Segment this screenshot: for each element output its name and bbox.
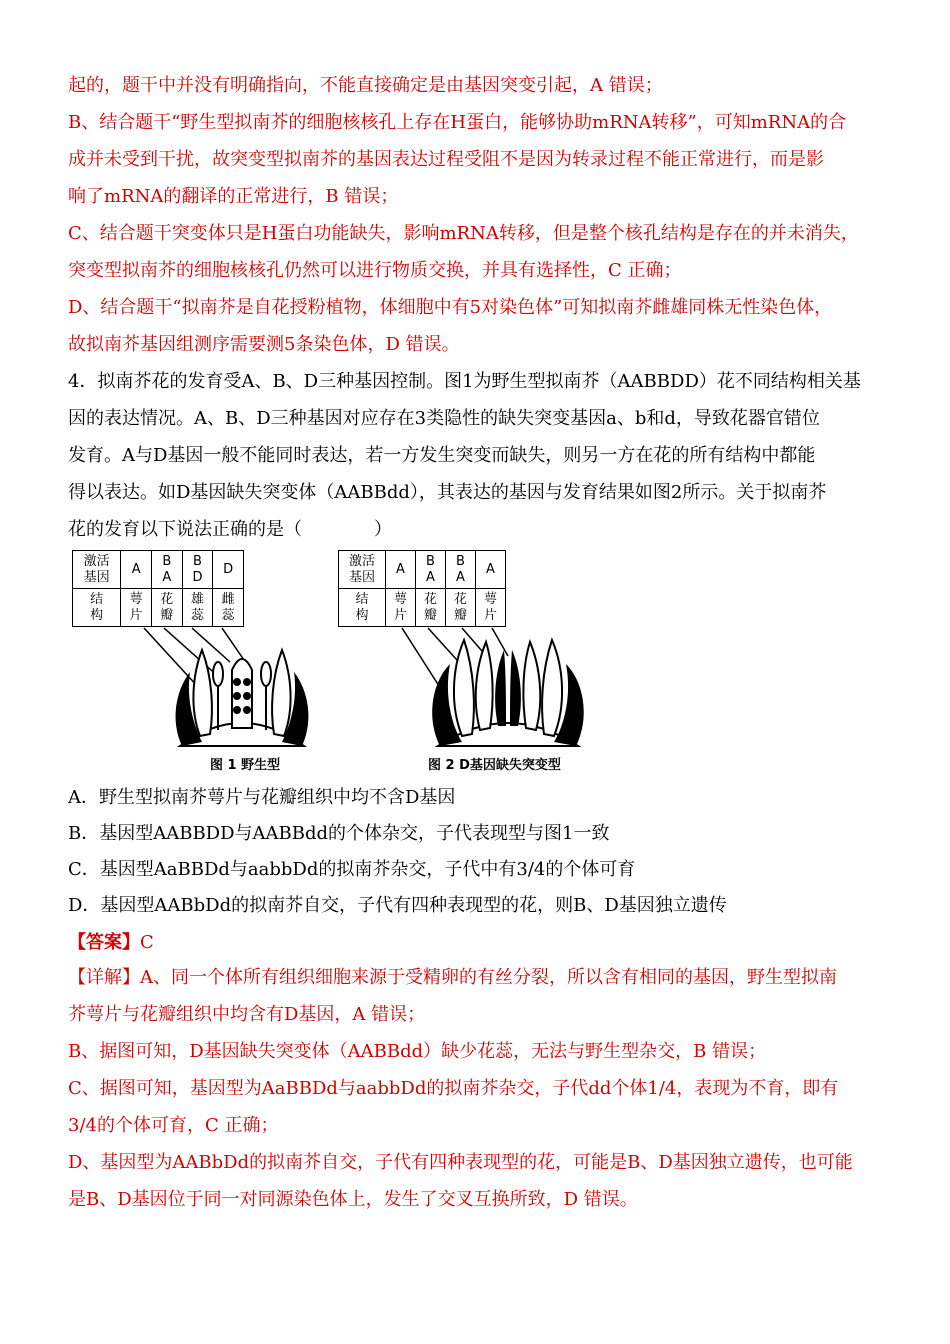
text-line: 起的，题干中并没有明确指向，不能直接确定是由基因突变引起，A 错误； [68,75,663,96]
detail-line: D、基因型为AABbDd的拟南芥自交，子代有四种表现型的花，可能是B、D基因独立遗传，也可能 [68,1152,853,1173]
text-line: 响了mRNA的翻译的正常进行，B 错误； [68,186,399,207]
gene-cell: B D [182,551,213,589]
gene-cell: B A [445,551,475,589]
text-line: 成并未受到干扰，故突变型拟南芥的基因表达过程受阻不是因为转录过程不能正常进行，而是影 [68,149,824,170]
option-line: A．野生型拟南芥萼片与花瓣组织中均不含D基因 [68,787,456,808]
struct-label: 结 构 [339,589,386,627]
detail-line: 芥萼片与花瓣组织中均含有D基因，A 错误； [68,1004,426,1025]
struct-cell: 萼 片 [121,589,152,627]
struct-cell: 花 瓣 [151,589,182,627]
option-line: B．基因型AABBDD与AABBdd的个体杂交，子代表现型与图1一致 [68,823,610,844]
figure-1 [72,550,322,772]
gene-cell: A [121,551,152,589]
figure-2-flower-drawing [338,550,588,772]
text-line: 花的发育以下说法正确的是（ ） [68,519,392,540]
detail-line: 3/4的个体可育，C 正确； [68,1115,279,1136]
figure-2-caption: 图 2 D基因缺失突变型 [428,758,561,773]
gene-cell: B A [151,551,182,589]
text-line: 得以表达。如D基因缺失突变体（AABBdd），其表达的基因与发育结果如图2所示。关于拟南芥 [68,482,827,503]
text-line: 突变型拟南芥的细胞核核孔仍然可以进行物质交换，并具有选择性，C 正确； [68,260,682,281]
figure-1-flower-drawing [72,550,322,772]
answer-line [68,931,154,955]
gene-cell: A [475,551,505,589]
header-label: 激活 基因 [73,551,121,589]
gene-cell: A [385,551,415,589]
gene-cell: B A [415,551,445,589]
text-line: 因的表达情况。A、B、D三种基因对应存在3类隐性的缺失突变基因a、b和d，导致花器官错位 [68,408,820,429]
detail-line: 【详解】A、同一个体所有组织细胞来源于受精卵的有丝分裂，所以含有相同的基因，野生型拟南 [68,967,837,988]
header-label: 激活 基因 [339,551,386,589]
answer-value: C [140,932,154,953]
text-line: B、结合题干“野生型拟南芥的细胞核核孔上存在H蛋白，能够协助mRNA转移”，可知mRNA的合 [68,112,847,133]
figure-1-caption: 图 1 野生型 [210,758,281,773]
detail-line: C、据图可知，基因型为AaBBDd与aabbDd的拟南芥杂交，子代dd个体1/4，表现为不育，即有 [68,1078,839,1099]
option-line: C．基因型AaBBDd与aabbDd的拟南芥杂交，子代中有3/4的个体可育 [68,859,636,880]
figure-2 [338,550,588,772]
text-line: C、结合题干突变体只是H蛋白功能缺失，影响mRNA转移，但是整个核孔结构是存在的并未消失， [68,223,859,244]
detail-line: B、据图可知，D基因缺失突变体（AABBdd）缺少花蕊，无法与野生型杂交，B 错误； [68,1041,767,1062]
struct-cell: 花 瓣 [445,589,475,627]
text-line: D、结合题干“拟南芥是自花授粉植物，体细胞中有5对染色体”可知拟南芥雌雄同株无性染色体， [68,297,833,318]
text-line: 故拟南芥基因组测序需要测5条染色体，D 错误。 [68,334,460,355]
detail-line: 是B、D基因位于同一对同源染色体上，发生了交叉互换所致，D 错误。 [68,1189,638,1210]
answer-label: 【答案】 [68,932,140,953]
struct-cell: 雌 蕊 [213,589,244,627]
text-line: 发育。A与D基因一般不能同时表达，若一方发生突变而缺失，则另一方在花的所有结构中都能 [68,445,816,466]
text-line: 4．拟南芥花的发育受A、B、D三种基因控制。图1为野生型拟南芥（AABBDD）花不同结构相关基 [68,371,861,392]
gene-cell: D [213,551,244,589]
struct-cell: 花 瓣 [415,589,445,627]
struct-cell: 萼 片 [385,589,415,627]
struct-cell: 雄 蕊 [182,589,213,627]
struct-label: 结 构 [73,589,121,627]
struct-cell: 萼 片 [475,589,505,627]
option-line: D．基因型AABbDd的拟南芥自交，子代有四种表现型的花，则B、D基因独立遗传 [68,895,727,916]
